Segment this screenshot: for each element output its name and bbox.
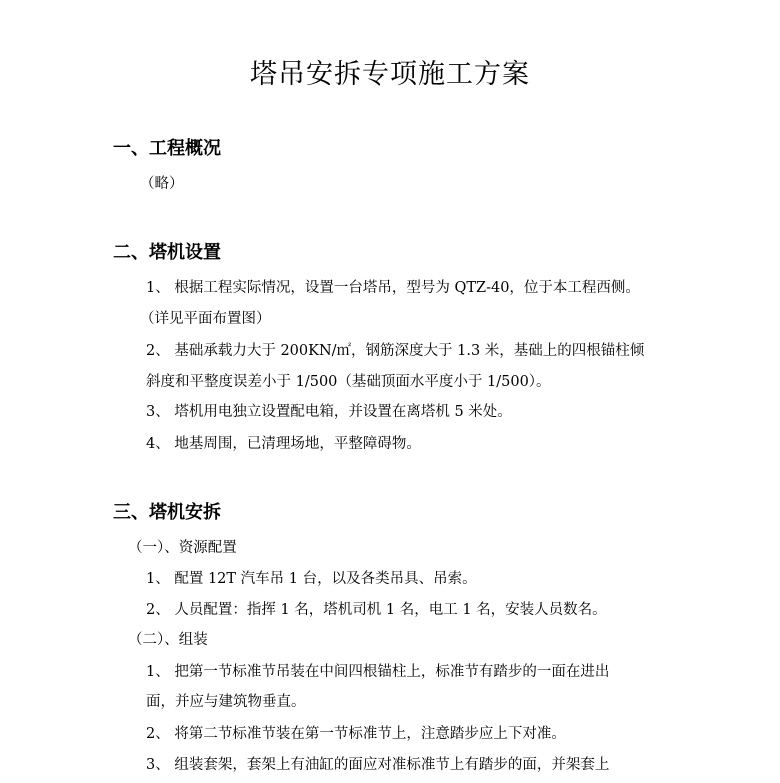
overview-note: （略）: [140, 176, 184, 192]
document-title: 塔吊安拆专项施工方案: [250, 59, 530, 90]
paragraph-line: 3、 塔机用电独立设置配电箱，并设置在离塔机 5 米处。: [146, 404, 512, 420]
paragraph-line: 2、 将第二节标准节装在第一节标准节上，注意踏步应上下对准。: [146, 726, 566, 742]
paragraph-line: 2、 基础承载力大于 200KN/㎡，钢筋深度大于 1.3 米，基础上的四根锚柱倾: [146, 343, 645, 359]
paragraph-line: 面，并应与建筑物垂直。: [146, 694, 306, 710]
paragraph-line: 1、 根据工程实际情况，设置一台塔吊，型号为 QTZ-40，位于本工程西侧。: [146, 280, 640, 296]
paragraph-line: （详见平面布置图）: [140, 311, 271, 327]
section-heading-crane-install: 三、塔机安拆: [113, 502, 221, 523]
paragraph-line: 3、 组装套架，套架上有油缸的面应对准标准节上有踏步的面，并架套上: [146, 757, 610, 773]
section-heading-crane-setup: 二、塔机设置: [113, 242, 221, 263]
paragraph-line: 1、 把第一节标准节吊装在中间四根锚柱上，标准节有踏步的一面在进出: [146, 664, 610, 680]
section-heading-overview: 一、工程概况: [113, 138, 221, 159]
paragraph-line: 2、 人员配置：指挥 1 名，塔机司机 1 名，电工 1 名，安装人员数名。: [146, 602, 607, 618]
paragraph-line: 4、 地基周围，已清理场地，平整障碍物。: [146, 436, 421, 452]
paragraph-line: 斜度和平整度误差小于 1/500（基础顶面水平度小于 1/500）。: [146, 374, 551, 390]
subsection-heading-resources: （一）、资源配置: [128, 540, 237, 556]
subsection-heading-assembly: （二）、组装: [128, 632, 208, 648]
paragraph-line: 1、 配置 12T 汽车吊 1 台，以及各类吊具、吊索。: [146, 571, 477, 587]
